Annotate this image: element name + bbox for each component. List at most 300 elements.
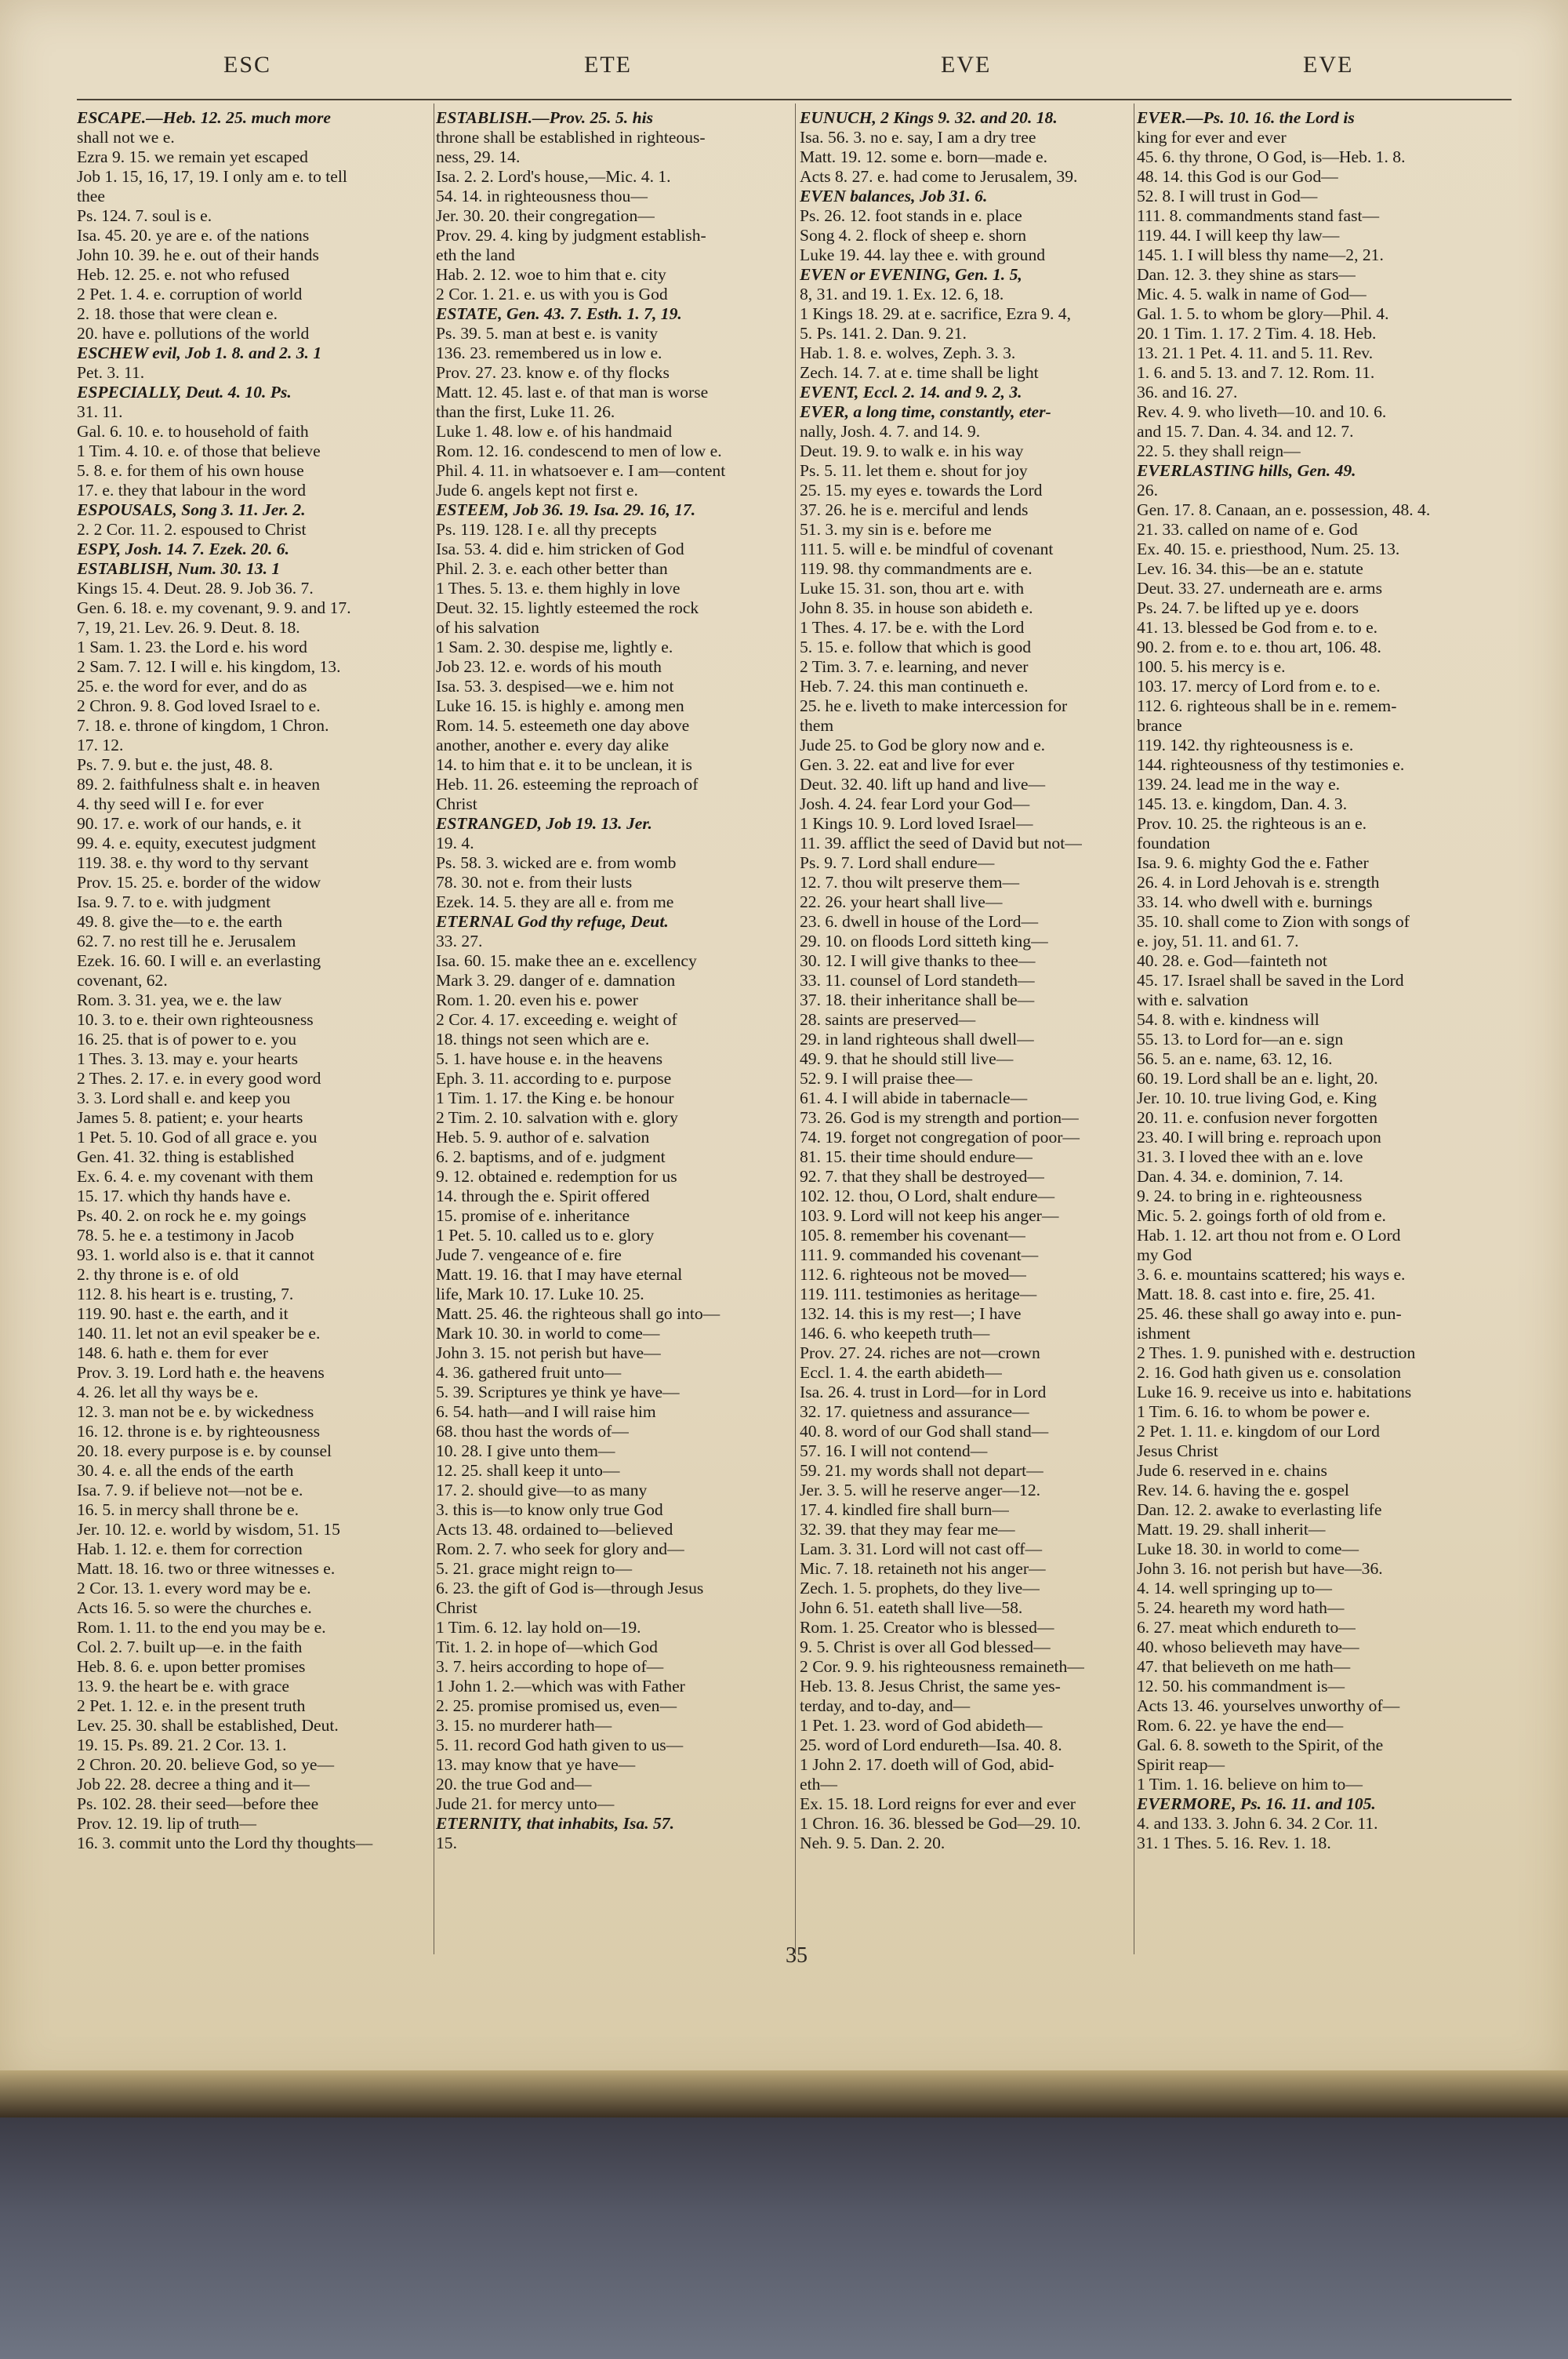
entry-line: 78. 30. not e. from their lusts	[436, 873, 633, 892]
entry-line: ETERNAL God thy refuge, Deut.	[436, 912, 669, 931]
entry-line: Heb. 13. 8. Jesus Christ, the same yes-	[800, 1677, 1061, 1696]
entry-line: 19. 4.	[436, 834, 474, 852]
entry-line: throne shall be established in righteous-	[436, 128, 706, 147]
entry-line: 16. 12. throne is e. by righteousness	[77, 1422, 321, 1441]
entry-line: 145. 13. e. kingdom, Dan. 4. 3.	[1137, 794, 1348, 813]
entry-line: Matt. 19. 12. some e. born—made e.	[800, 147, 1048, 166]
entry-line: 1 John 1. 2.—which was with Father	[436, 1677, 685, 1696]
entry-line: 51. 3. my sin is e. before me	[800, 520, 992, 539]
entry-line: Kings 15. 4. Deut. 28. 9. Job 36. 7.	[77, 579, 314, 598]
entry-line: 1 Sam. 2. 30. despise me, lightly e.	[436, 638, 673, 656]
entry-line: Lev. 16. 34. this—be an e. statute	[1137, 559, 1363, 578]
entry-line: Rom. 2. 7. who seek for glory and—	[436, 1539, 684, 1558]
entry-line: 31. 1 Thes. 5. 16. Rev. 1. 18.	[1137, 1834, 1331, 1852]
entry-line: Jude 7. vengeance of e. fire	[436, 1245, 622, 1264]
entry-line: eth—	[800, 1775, 837, 1794]
entry-line: 2 Cor. 4. 17. exceeding e. weight of	[436, 1010, 677, 1029]
entry-line: ishment	[1137, 1324, 1191, 1343]
entry-line: 1 Tim. 1. 16. believe on him to—	[1137, 1775, 1363, 1794]
entry-line: 1 Kings 18. 29. at e. sacrifice, Ezra 9. 4,	[800, 304, 1071, 323]
entry-line: 29. 10. on floods Lord sitteth king—	[800, 932, 1048, 951]
entry-line: 119. 111. testimonies as heritage—	[800, 1285, 1037, 1303]
entry-line: 148. 6. hath e. them for ever	[77, 1343, 269, 1362]
entry-line: 1 Pet. 1. 23. word of God abideth—	[800, 1716, 1043, 1735]
entry-line: EVENT, Eccl. 2. 14. and 9. 2, 3.	[800, 383, 1022, 402]
entry-line: Lev. 25. 30. shall be established, Deut.	[77, 1716, 339, 1735]
entry-line: Isa. 53. 4. did e. him stricken of God	[436, 540, 684, 558]
entry-line: 2 Tim. 2. 10. salvation with e. glory	[436, 1108, 678, 1127]
entry-line: 5. 39. Scriptures ye think ye have—	[436, 1383, 680, 1401]
entry-line: 15. 17. which thy hands have e.	[77, 1187, 291, 1205]
entry-line: ESTRANGED, Job 19. 13. Jer.	[436, 814, 652, 833]
entry-line: 12. 25. shall keep it unto—	[436, 1461, 620, 1480]
entry-line: 12. 7. thou wilt preserve them—	[800, 873, 1020, 892]
entry-line: Luke 1. 48. low e. of his handmaid	[436, 422, 673, 441]
running-header-1: ESC	[223, 52, 272, 78]
entry-line: Ps. 124. 7. soul is e.	[77, 206, 212, 225]
entry-line: ESPOUSALS, Song 3. 11. Jer. 2.	[77, 500, 306, 519]
entry-line: Ezra 9. 15. we remain yet escaped	[77, 147, 308, 166]
page-edge-shadow	[0, 2070, 1568, 2117]
entry-line: 74. 19. forget not congregation of poor—	[800, 1128, 1080, 1147]
entry-line: 13. 21. 1 Pet. 4. 11. and 5. 11. Rev.	[1137, 343, 1374, 362]
header-rule	[77, 99, 1512, 100]
entry-line: Mic. 7. 18. retaineth not his anger—	[800, 1559, 1046, 1578]
entry-line: Rom. 12. 16. condescend to men of low e.	[436, 442, 722, 460]
entry-line: ESCAPE.—Heb. 12. 25. much more	[77, 108, 331, 127]
entry-line: Hab. 2. 12. woe to him that e. city	[436, 265, 666, 284]
entry-line: Jesus Christ	[1137, 1441, 1218, 1460]
entry-line: 90. 2. from e. to e. thou art, 106. 48.	[1137, 638, 1381, 656]
entry-line: Zech. 14. 7. at e. time shall be light	[800, 363, 1039, 382]
entry-line: 93. 1. world also is e. that it cannot	[77, 1245, 314, 1264]
entry-line: 41. 13. blessed be God from e. to e.	[1137, 618, 1378, 637]
entry-line: Ex. 15. 18. Lord reigns for ever and ever	[800, 1794, 1076, 1813]
entry-line: 1 Tim. 6. 12. lay hold on—19.	[436, 1618, 641, 1637]
entry-line: 30. 4. e. all the ends of the earth	[77, 1461, 294, 1480]
entry-line: Isa. 2. 2. Lord's house,—Mic. 4. 1.	[436, 167, 671, 186]
entry-line: 2 Thes. 2. 17. e. in every good word	[77, 1069, 321, 1088]
entry-line: Gal. 6. 10. e. to household of faith	[77, 422, 309, 441]
entry-line: Heb. 12. 25. e. not who refused	[77, 265, 290, 284]
entry-line: Prov. 3. 19. Lord hath e. the heavens	[77, 1363, 325, 1382]
entry-line: Jude 21. for mercy unto—	[436, 1794, 615, 1813]
entry-line: 2 Thes. 1. 9. punished with e. destruction	[1137, 1343, 1416, 1362]
entry-line: 1 Thes. 4. 17. be e. with the Lord	[800, 618, 1025, 637]
entry-line: Heb. 7. 24. this man continueth e.	[800, 677, 1029, 696]
entry-column-2	[436, 108, 792, 1967]
entry-line: 103. 9. Lord will not keep his anger—	[800, 1206, 1059, 1225]
entry-line: 54. 14. in righteousness thou—	[436, 187, 648, 205]
entry-line: 16. 3. commit unto the Lord thy thoughts—	[77, 1834, 373, 1852]
entry-line: 5. 1. have house e. in the heavens	[436, 1049, 663, 1068]
entry-line: 103. 17. mercy of Lord from e. to e.	[1137, 677, 1381, 696]
entry-line: 2 Chron. 20. 20. believe God, so ye—	[77, 1755, 335, 1774]
entry-line: Ezek. 16. 60. I will e. an everlasting	[77, 951, 321, 970]
entry-line: 2 Pet. 1. 4. e. corruption of world	[77, 285, 303, 304]
entry-line: 119. 90. hast e. the earth, and it	[77, 1304, 289, 1323]
entry-line: 20. have e. pollutions of the world	[77, 324, 310, 343]
entry-line: 17. 4. kindled fire shall burn—	[800, 1500, 1009, 1519]
entry-line: 4. and 133. 3. John 6. 34. 2 Cor. 11.	[1137, 1814, 1378, 1833]
entry-line: Jer. 10. 12. e. world by wisdom, 51. 15	[77, 1520, 340, 1539]
entry-line: 1. 6. and 5. 13. and 7. 12. Rom. 11.	[1137, 363, 1375, 382]
entry-line: 49. 9. that he should still live—	[800, 1049, 1014, 1068]
entry-line: 33. 11. counsel of Lord standeth—	[800, 971, 1035, 990]
entry-line: 111. 8. commandments stand fast—	[1137, 206, 1380, 225]
entry-line: 99. 4. e. equity, executest judgment	[77, 834, 317, 852]
entry-line: Matt. 25. 46. the righteous shall go into—	[436, 1304, 720, 1323]
entry-line: 6. 2. baptisms, and of e. judgment	[436, 1147, 666, 1166]
entry-line: 3. 6. e. mountains scattered; his ways e.	[1137, 1265, 1406, 1284]
entry-line: 32. 17. quietness and assurance—	[800, 1402, 1029, 1421]
entry-line: 29. in land righteous shall dwell—	[800, 1030, 1034, 1049]
entry-line: 3. 15. no murderer hath—	[436, 1716, 612, 1735]
entry-line: Hab. 1. 12. art thou not from e. O Lord	[1137, 1226, 1401, 1245]
entry-line: Jer. 3. 5. will he reserve anger—12.	[800, 1481, 1041, 1499]
entry-line: Ex. 40. 15. e. priesthood, Num. 25. 13.	[1137, 540, 1400, 558]
entry-line: 6. 54. hath—and I will raise him	[436, 1402, 656, 1421]
entry-line: 25. word of Lord endureth—Isa. 40. 8.	[800, 1736, 1062, 1754]
entry-line: 7, 19, 21. Lev. 26. 9. Deut. 8. 18.	[77, 618, 300, 637]
entry-line: 78. 5. he e. a testimony in Jacob	[77, 1226, 295, 1245]
entry-line: 1 Sam. 1. 23. the Lord e. his word	[77, 638, 307, 656]
entry-line: 30. 12. I will give thanks to thee—	[800, 951, 1036, 970]
entry-line: 81. 15. their time should endure—	[800, 1147, 1033, 1166]
entry-line: ESTABLISH, Num. 30. 13. 1	[77, 559, 281, 578]
entry-line: 144. righteousness of thy testimonies e.	[1137, 755, 1405, 774]
entry-line: Isa. 26. 4. trust in Lord—for in Lord	[800, 1383, 1047, 1401]
entry-line: 1 Kings 10. 9. Lord loved Israel—	[800, 814, 1033, 833]
entry-line: 111. 9. commanded his covenant—	[800, 1245, 1039, 1264]
entry-line: 119. 44. I will keep thy law—	[1137, 226, 1340, 245]
entry-line: 90. 17. e. work of our hands, e. it	[77, 814, 302, 833]
entry-line: 47. that believeth on me hath—	[1137, 1657, 1351, 1676]
entry-line: ESTATE, Gen. 43. 7. Esth. 1. 7, 19.	[436, 304, 682, 323]
entry-line: life, Mark 10. 17. Luke 10. 25.	[436, 1285, 644, 1303]
entry-line: 2 Cor. 9. 9. his righteousness remaineth—	[800, 1657, 1084, 1676]
entry-line: Jer. 10. 10. true living God, e. King	[1137, 1089, 1377, 1107]
entry-line: 57. 16. I will not contend—	[800, 1441, 988, 1460]
entry-line: 112. 8. his heart is e. trusting, 7.	[77, 1285, 294, 1303]
running-header-3: EVE	[941, 52, 992, 78]
entry-line: terday, and to-day, and—	[800, 1696, 971, 1715]
entry-line: EUNUCH, 2 Kings 9. 32. and 20. 18.	[800, 108, 1058, 127]
entry-line: 9. 5. Christ is over all God blessed—	[800, 1637, 1051, 1656]
entry-line: Deut. 19. 9. to walk e. in his way	[800, 442, 1024, 460]
entry-line: 7. 18. e. throne of kingdom, 1 Chron.	[77, 716, 329, 735]
entry-line: 2. 25. promise promised us, even—	[436, 1696, 677, 1715]
entry-line: 1 Tim. 6. 16. to whom be power e.	[1137, 1402, 1370, 1421]
entry-line: and 15. 7. Dan. 4. 34. and 12. 7.	[1137, 422, 1354, 441]
entry-line: John 10. 39. he e. out of their hands	[77, 245, 319, 264]
entry-line: Deut. 32. 15. lightly esteemed the rock	[436, 598, 699, 617]
entry-line: Mic. 4. 5. walk in name of God—	[1137, 285, 1367, 304]
entry-line: 59. 21. my words shall not depart—	[800, 1461, 1044, 1480]
entry-line: 3. this is—to know only true God	[436, 1500, 663, 1519]
entry-line: John 3. 15. not perish but have—	[436, 1343, 661, 1362]
entry-line: 5. 24. heareth my word hath—	[1137, 1598, 1345, 1617]
entry-line: 45. 17. Israel shall be saved in the Lord	[1137, 971, 1404, 990]
entry-line: 40. 28. e. God—fainteth not	[1137, 951, 1327, 970]
entry-line: 31. 3. I loved thee with an e. love	[1137, 1147, 1363, 1166]
entry-line: Ps. 39. 5. man at best e. is vanity	[436, 324, 659, 343]
entry-line: Heb. 8. 6. e. upon better promises	[77, 1657, 306, 1676]
entry-line: 119. 38. e. thy word to thy servant	[77, 853, 309, 872]
entry-line: Eccl. 1. 4. the earth abideth—	[800, 1363, 1002, 1382]
entry-line: EVER, a long time, constantly, eter-	[800, 402, 1051, 421]
entry-line: 45. 6. thy throne, O God, is—Heb. 1. 8.	[1137, 147, 1406, 166]
entry-line: Jer. 30. 20. their congregation—	[436, 206, 655, 225]
entry-line: Josh. 4. 24. fear Lord your God—	[800, 794, 1030, 813]
entry-line: Isa. 9. 6. mighty God the e. Father	[1137, 853, 1369, 872]
entry-line: Dan. 12. 2. awake to everlasting life	[1137, 1500, 1382, 1519]
entry-line: Luke 16. 9. receive us into e. habitations	[1137, 1383, 1412, 1401]
entry-line: 1 Tim. 4. 10. e. of those that believe	[77, 442, 321, 460]
entry-line: 6. 23. the gift of God is—through Jesus	[436, 1579, 704, 1598]
entry-line: 13. may know that ye have—	[436, 1755, 636, 1774]
entry-line: 33. 27.	[436, 932, 483, 951]
entry-column-1	[77, 108, 431, 1967]
entry-line: John 6. 51. eateth shall live—58.	[800, 1598, 1023, 1617]
entry-line: 22. 26. your heart shall live—	[800, 892, 1003, 911]
entry-line: 22. 5. they shall reign—	[1137, 442, 1301, 460]
entry-line: 4. thy seed will I e. for ever	[77, 794, 264, 813]
entry-line: Hab. 1. 8. e. wolves, Zeph. 3. 3.	[800, 343, 1016, 362]
entry-line: EVEN balances, Job 31. 6.	[800, 187, 988, 205]
entry-line: 48. 14. this God is our God—	[1137, 167, 1338, 186]
entry-line: 23. 40. I will bring e. reproach upon	[1137, 1128, 1381, 1147]
entry-line: 20. the true God and—	[436, 1775, 592, 1794]
entry-line: 25. 46. these shall go away into e. pun-	[1137, 1304, 1402, 1323]
entry-line: Gen. 41. 32. thing is established	[77, 1147, 295, 1166]
entry-line: with e. salvation	[1137, 990, 1249, 1009]
entry-line: EVERMORE, Ps. 16. 11. and 105.	[1137, 1794, 1376, 1813]
entry-line: 54. 8. with e. kindness will	[1137, 1010, 1319, 1029]
entry-line: EVEN or EVENING, Gen. 1. 5,	[800, 265, 1022, 284]
entry-line: 55. 13. to Lord for—an e. sign	[1137, 1030, 1344, 1049]
entry-line: Gen. 6. 18. e. my covenant, 9. 9. and 17.	[77, 598, 351, 617]
entry-line: Mark 3. 29. danger of e. damnation	[436, 971, 676, 990]
entry-line: 56. 5. an e. name, 63. 12, 16.	[1137, 1049, 1333, 1068]
entry-line: Job 1. 15, 16, 17, 19. I only am e. to tell	[77, 167, 347, 186]
entry-line: Ps. 40. 2. on rock he e. my goings	[77, 1206, 307, 1225]
entry-line: Gal. 1. 5. to whom be glory—Phil. 4.	[1137, 304, 1389, 323]
entry-line: 139. 24. lead me in the way e.	[1137, 775, 1341, 794]
entry-line: ESTEEM, Job 36. 19. Isa. 29. 16, 17.	[436, 500, 696, 519]
entry-line: Prov. 15. 25. e. border of the widow	[77, 873, 321, 892]
entry-line: 10. 3. to e. their own righteousness	[77, 1010, 314, 1029]
entry-line: Rom. 1. 25. Creator who is blessed—	[800, 1618, 1054, 1637]
entry-line: 1 Pet. 5. 10. called us to e. glory	[436, 1226, 655, 1245]
entry-line: 36. and 16. 27.	[1137, 383, 1238, 402]
entry-line: Luke 19. 44. lay thee e. with ground	[800, 245, 1046, 264]
entry-line: Ezek. 14. 5. they are all e. from me	[436, 892, 674, 911]
entry-line: 52. 8. I will trust in God—	[1137, 187, 1318, 205]
entry-line: 26.	[1137, 481, 1158, 500]
entry-line: 112. 6. righteous shall be in e. remem-	[1137, 696, 1397, 715]
entry-line: brance	[1137, 716, 1182, 735]
entry-line: 1 Thes. 5. 13. e. them highly in love	[436, 579, 681, 598]
entry-line: 49. 8. give the—to e. the earth	[77, 912, 283, 931]
running-headers	[0, 52, 1568, 91]
entry-line: 2 Cor. 1. 21. e. us with you is God	[436, 285, 668, 304]
entry-line: Deut. 32. 40. lift up hand and live—	[800, 775, 1046, 794]
entry-line: Matt. 19. 29. shall inherit—	[1137, 1520, 1326, 1539]
entry-line: Phil. 2. 3. e. each other better than	[436, 559, 668, 578]
entry-line: another, another e. every day alike	[436, 736, 670, 754]
entry-line: nally, Josh. 4. 7. and 14. 9.	[800, 422, 981, 441]
entry-line: Heb. 5. 9. author of e. salvation	[436, 1128, 650, 1147]
entry-line: Luke 15. 31. son, thou art e. with	[800, 579, 1025, 598]
entry-line: Rev. 14. 6. having the e. gospel	[1137, 1481, 1349, 1499]
entry-line: 23. 6. dwell in house of the Lord—	[800, 912, 1039, 931]
entry-line: Gen. 17. 8. Canaan, an e. possession, 48. 4.	[1137, 500, 1431, 519]
entry-line: 68. thou hast the words of—	[436, 1422, 629, 1441]
entry-line: Spirit reap—	[1137, 1755, 1225, 1774]
entry-line: Luke 18. 30. in world to come—	[1137, 1539, 1359, 1558]
entry-line: 5. 21. grace might reign to—	[436, 1559, 633, 1578]
entry-line: Rom. 1. 20. even his e. power	[436, 990, 638, 1009]
entry-line: Matt. 18. 8. cast into e. fire, 25. 41.	[1137, 1285, 1376, 1303]
running-header-4: EVE	[1303, 52, 1354, 78]
entry-line: 1 Tim. 1. 17. the King e. be honour	[436, 1089, 674, 1107]
entry-line: Dan. 12. 3. they shine as stars—	[1137, 265, 1356, 284]
entry-line: ESPY, Josh. 14. 7. Ezek. 20. 6.	[77, 540, 289, 558]
entry-line: Isa. 45. 20. ye are e. of the nations	[77, 226, 310, 245]
entry-line: ETERNITY, that inhabits, Isa. 57.	[436, 1814, 674, 1833]
entry-line: Matt. 18. 16. two or three witnesses e.	[77, 1559, 336, 1578]
entry-line: ESCHEW evil, Job 1. 8. and 2. 3. 1	[77, 343, 322, 362]
entry-line: Rom. 6. 22. ye have the end—	[1137, 1716, 1344, 1735]
entry-line: 15.	[436, 1834, 457, 1852]
entry-line: 11. 39. afflict the seed of David but not—	[800, 834, 1082, 852]
entry-line: 112. 6. righteous not be moved—	[800, 1265, 1026, 1284]
entry-line: 17. 12.	[77, 736, 124, 754]
entry-line: Phil. 4. 11. in whatsoever e. I am—content	[436, 461, 726, 480]
entry-line: Rev. 4. 9. who liveth—10. and 10. 6.	[1137, 402, 1387, 421]
entry-line: 3. 3. Lord shall e. and keep you	[77, 1089, 291, 1107]
entry-line: 25. e. the word for ever, and do as	[77, 677, 307, 696]
entry-line: EVER.—Ps. 10. 16. the Lord is	[1137, 108, 1355, 127]
entry-line: 1 John 2. 17. doeth will of God, abid-	[800, 1755, 1054, 1774]
entry-line: 2 Pet. 1. 11. e. kingdom of our Lord	[1137, 1422, 1380, 1441]
entry-line: 28. saints are preserved—	[800, 1010, 976, 1029]
entry-line: 52. 9. I will praise thee—	[800, 1069, 973, 1088]
entry-line: 111. 5. will e. be mindful of covenant	[800, 540, 1054, 558]
entry-line: Ps. 119. 128. I e. all thy precepts	[436, 520, 657, 539]
entry-line: 16. 25. that is of power to e. you	[77, 1030, 297, 1049]
entry-line: Christ	[436, 1598, 477, 1617]
entry-line: Prov. 12. 19. lip of truth—	[77, 1814, 256, 1833]
entry-line: ESTABLISH.—Prov. 25. 5. his	[436, 108, 653, 127]
entry-line: than the first, Luke 11. 26.	[436, 402, 615, 421]
entry-line: 1 Pet. 5. 10. God of all grace e. you	[77, 1128, 318, 1147]
entry-line: 100. 5. his mercy is e.	[1137, 657, 1286, 676]
entry-line: 2. thy throne is e. of old	[77, 1265, 239, 1284]
entry-line: 3. 7. heirs according to hope of—	[436, 1657, 664, 1676]
entry-line: 2. 2 Cor. 11. 2. espoused to Christ	[77, 520, 307, 539]
entry-line: Ps. 9. 7. Lord shall endure—	[800, 853, 995, 872]
entry-line: Isa. 7. 9. if believe not—not be e.	[77, 1481, 303, 1499]
entry-line: Rom. 3. 31. yea, we e. the law	[77, 990, 282, 1009]
entry-line: 145. 1. I will bless thy name—2, 21.	[1137, 245, 1384, 264]
entry-line: Prov. 10. 25. the righteous is an e.	[1137, 814, 1367, 833]
entry-line: 18. things not seen which are e.	[436, 1030, 650, 1049]
entry-line: Isa. 56. 3. no e. say, I am a dry tree	[800, 128, 1036, 147]
entry-line: 92. 7. that they shall be destroyed—	[800, 1167, 1044, 1186]
running-header-2: ETE	[584, 52, 632, 78]
entry-line: 89. 2. faithfulness shalt e. in heaven	[77, 775, 321, 794]
entry-line: 73. 26. God is my strength and portion—	[800, 1108, 1079, 1127]
entry-line: eth the land	[436, 245, 515, 264]
entry-line: 1 Chron. 16. 36. blessed be God—29. 10.	[800, 1814, 1081, 1833]
entry-line: 21. 33. called on name of e. God	[1137, 520, 1358, 539]
entry-line: Christ	[436, 794, 477, 813]
entry-line: 16. 5. in mercy shall throne be e.	[77, 1500, 299, 1519]
entry-line: 26. 4. in Lord Jehovah is e. strength	[1137, 873, 1380, 892]
entry-line: Mark 10. 30. in world to come—	[436, 1324, 660, 1343]
entry-line: Lam. 3. 31. Lord will not cast off—	[800, 1539, 1043, 1558]
entry-line: 5. 8. e. for them of his own house	[77, 461, 304, 480]
entry-line: 20. 11. e. confusion never forgotten	[1137, 1108, 1378, 1127]
entry-line: Job 23. 12. e. words of his mouth	[436, 657, 662, 676]
entry-line: Ps. 26. 12. foot stands in e. place	[800, 206, 1022, 225]
entry-line: 17. e. they that labour in the word	[77, 481, 307, 500]
entry-line: 119. 98. thy commandments are e.	[800, 559, 1033, 578]
entry-line: Ps. 24. 7. be lifted up ye e. doors	[1137, 598, 1359, 617]
entry-line: Luke 16. 15. is highly e. among men	[436, 696, 684, 715]
entry-line: Neh. 9. 5. Dan. 2. 20.	[800, 1834, 946, 1852]
entry-line: 2. 18. those that were clean e.	[77, 304, 278, 323]
entry-line: 2. 16. God hath given us e. consolation	[1137, 1363, 1402, 1382]
entry-line: 32. 39. that they may fear me—	[800, 1520, 1015, 1539]
entry-line: Acts 16. 5. so were the churches e.	[77, 1598, 312, 1617]
entry-line: 4. 14. well springing up to—	[1137, 1579, 1332, 1598]
entry-line: James 5. 8. patient; e. your hearts	[77, 1108, 303, 1127]
entry-line: 2 Tim. 3. 7. e. learning, and never	[800, 657, 1029, 676]
entry-line: 40. whoso believeth may have—	[1137, 1637, 1359, 1656]
entry-line: Matt. 19. 16. that I may have eternal	[436, 1265, 683, 1284]
entry-line: king for ever and ever	[1137, 128, 1287, 147]
entry-line: 146. 6. who keepeth truth—	[800, 1324, 990, 1343]
entry-line: Deut. 33. 27. underneath are e. arms	[1137, 579, 1382, 598]
entry-line: Gen. 3. 22. eat and live for ever	[800, 755, 1014, 774]
entry-line: 61. 4. I will abide in tabernacle—	[800, 1089, 1028, 1107]
entry-line: 102. 12. thou, O Lord, shalt endure—	[800, 1187, 1055, 1205]
entry-line: 13. 9. the heart be e. with grace	[77, 1677, 290, 1696]
entry-line: Prov. 29. 4. king by judgment establish-	[436, 226, 706, 245]
entry-line: 140. 11. let not an evil speaker be e.	[77, 1324, 321, 1343]
entry-line: Prov. 27. 23. know e. of thy flocks	[436, 363, 670, 382]
entry-line: Mic. 5. 2. goings forth of old from e.	[1137, 1206, 1386, 1225]
entry-line: Rom. 1. 11. to the end you may be e.	[77, 1618, 326, 1637]
entry-line: Isa. 53. 3. despised—we e. him not	[436, 677, 674, 696]
entry-line: 20. 1 Tim. 1. 17. 2 Tim. 4. 18. Heb.	[1137, 324, 1377, 343]
entry-line: ness, 29. 14.	[436, 147, 521, 166]
entry-line: of his salvation	[436, 618, 539, 637]
entry-line: shall not we e.	[77, 128, 175, 147]
entry-line: 14. through the e. Spirit offered	[436, 1187, 650, 1205]
entry-line: Jude 25. to God be glory now and e.	[800, 736, 1046, 754]
entry-line: 4. 26. let all thy ways be e.	[77, 1383, 259, 1401]
entry-line: Acts 13. 48. ordained to—believed	[436, 1520, 673, 1539]
entry-line: Dan. 4. 34. e. dominion, 7. 14.	[1137, 1167, 1344, 1186]
entry-line: Ex. 6. 4. e. my covenant with them	[77, 1167, 314, 1186]
entry-line: Rom. 14. 5. esteemeth one day above	[436, 716, 690, 735]
entry-line: EVERLASTING hills, Gen. 49.	[1137, 461, 1356, 480]
entry-column-4	[1137, 108, 1512, 1967]
